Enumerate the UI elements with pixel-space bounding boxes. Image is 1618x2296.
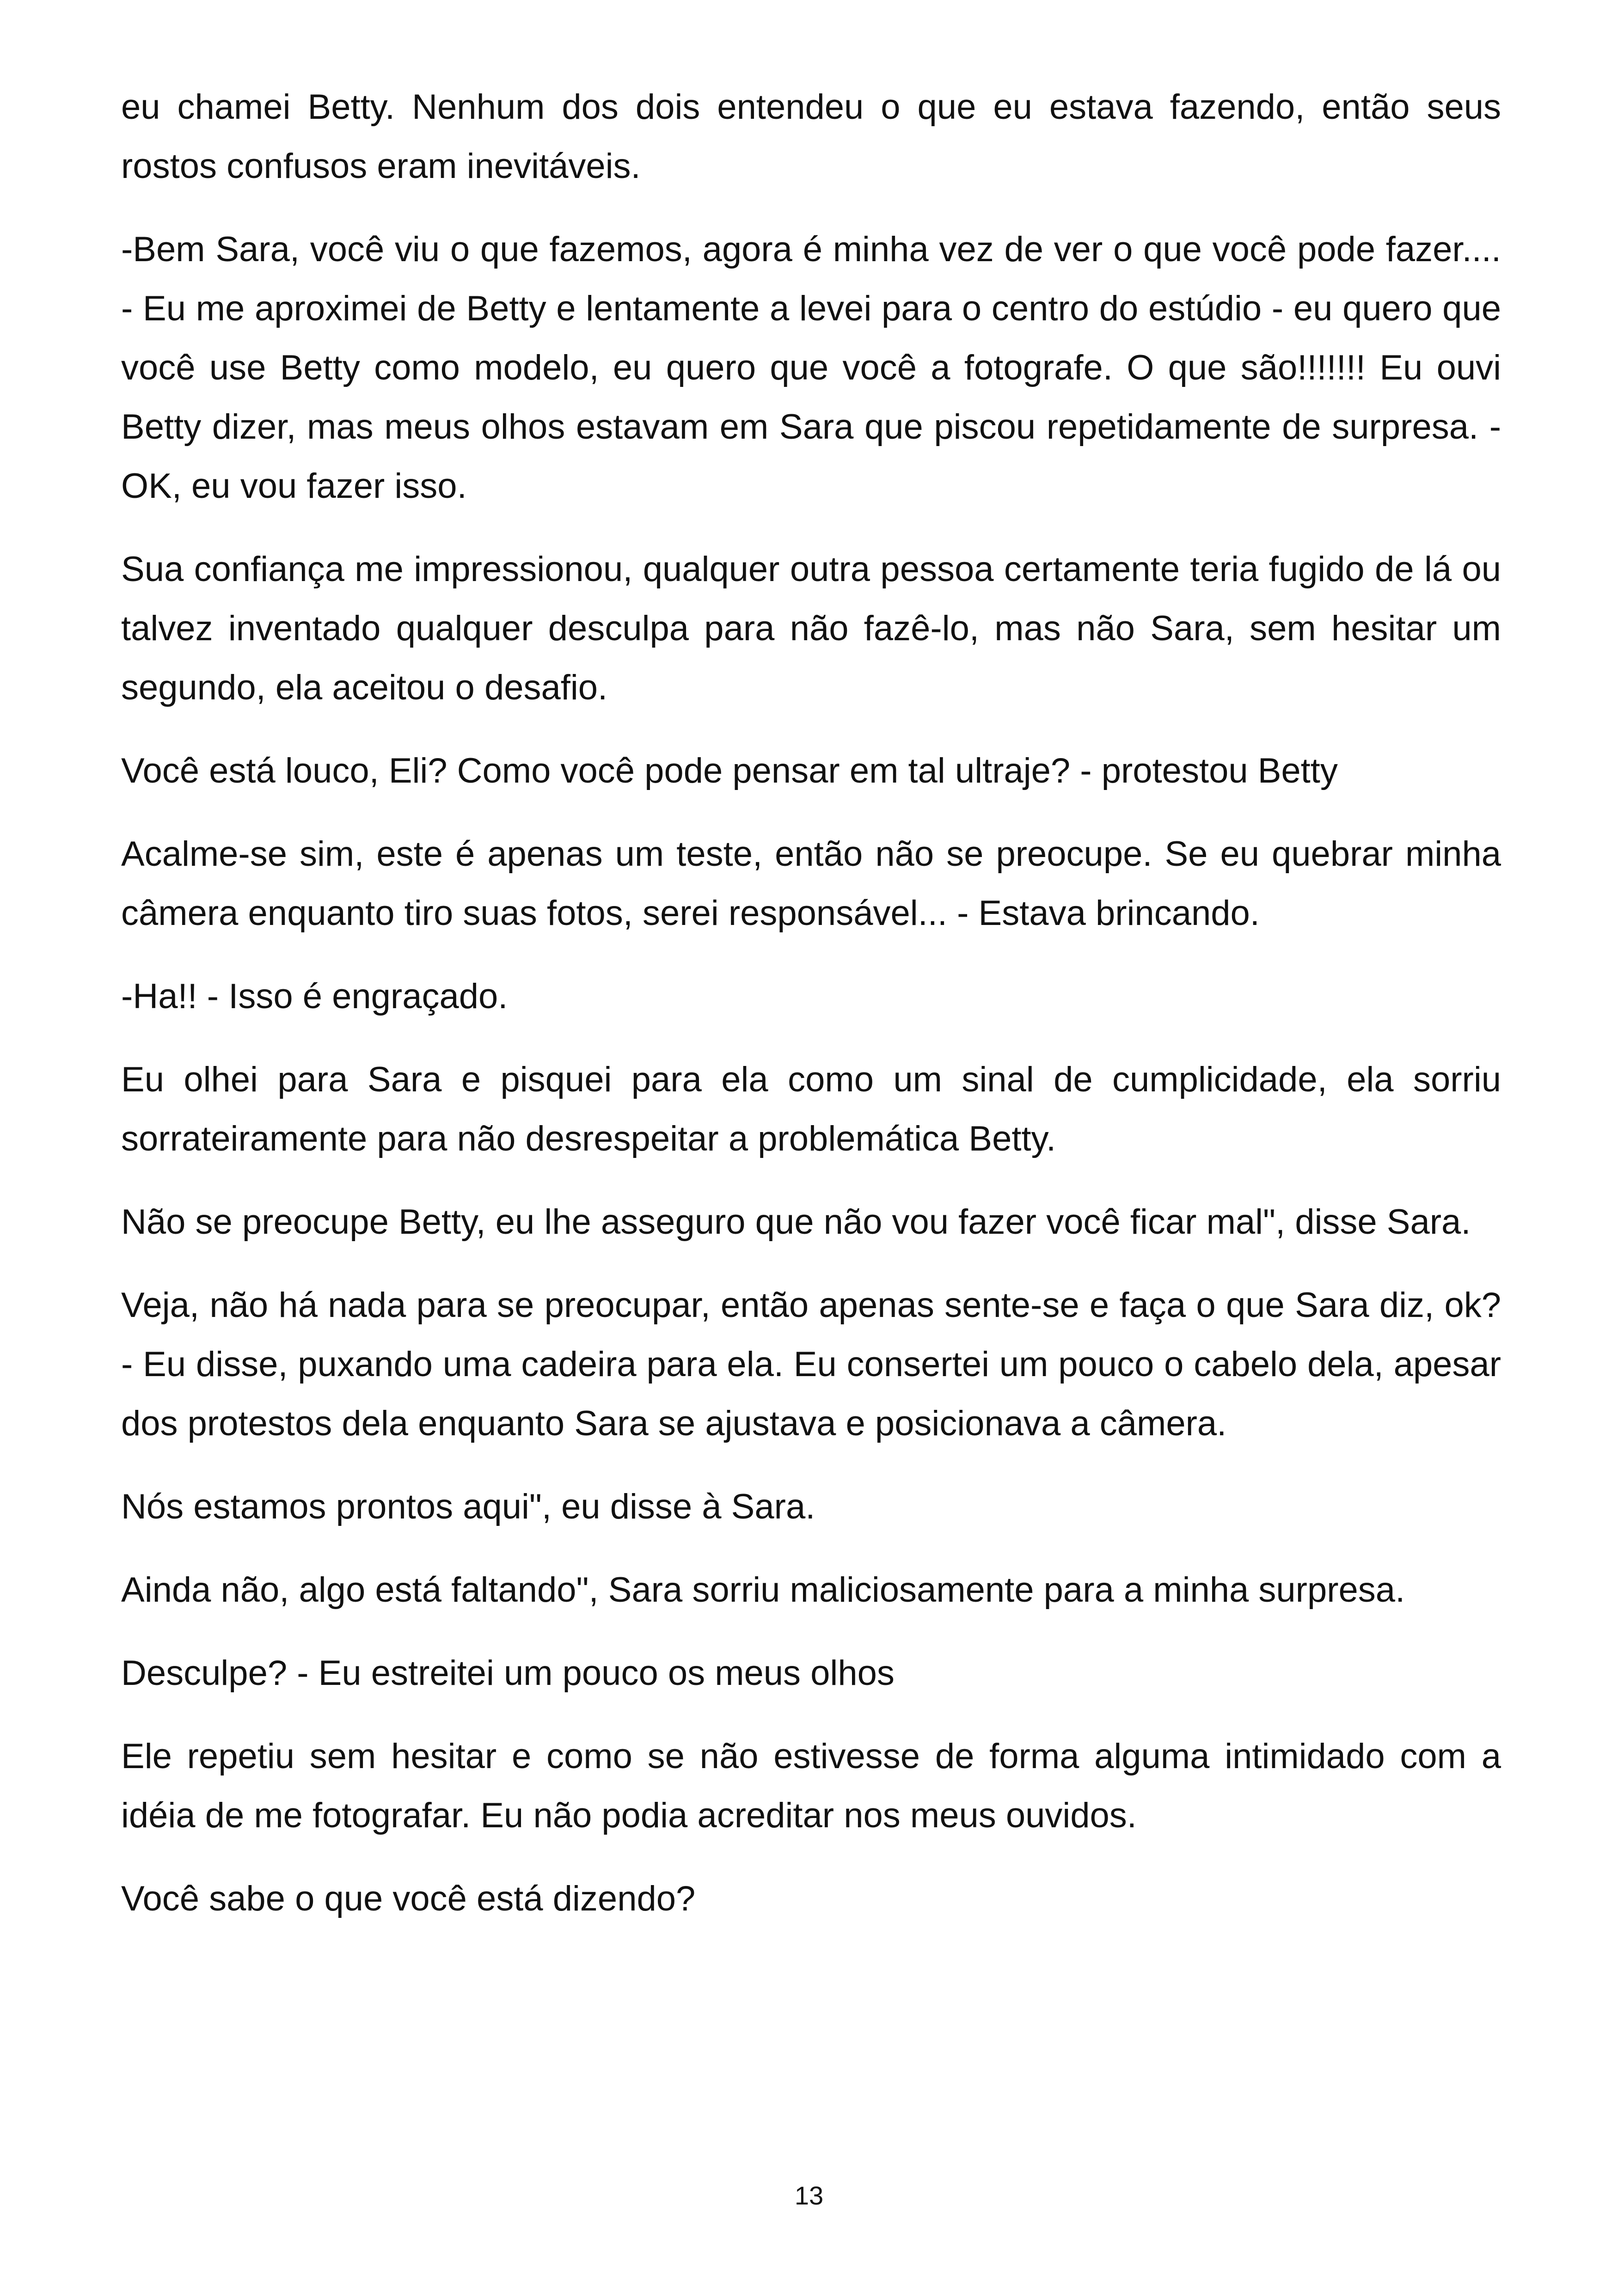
paragraph: Você está louco, Eli? Como você pode pensar em tal ultraje? - protestou Betty xyxy=(121,751,1338,790)
paragraph: -Ha!! - Isso é engraçado. xyxy=(121,977,508,1016)
paragraph: Ainda não, algo está faltando", Sara sorriu maliciosamente para a minha surpresa. xyxy=(121,1570,1405,1610)
paragraph: Veja, não há nada para se preocupar, então apenas sente-se e faça o que Sara diz, ok? - Eu disse, puxando uma cadeira para ela. Eu consertei um pouco o cabelo dela, apesar dos protestos dela enquanto Sara se ajustava e posicionava a câmera. xyxy=(121,1286,1501,1443)
paragraph: -Bem Sara, você viu o que fazemos, agora é minha vez de ver o que você pode fazer.... - Eu me aproximei de Betty e lentamente a levei para o centro do estúdio - eu quero que você use Betty como modelo, eu quero que você a fotografe. O que são!!!!!!! Eu ouvi Betty dizer, mas meus olhos estavam em Sara que piscou repetidamente de surpresa. - OK, eu vou fazer isso. xyxy=(121,230,1501,506)
paragraph: Ele repetiu sem hesitar e como se não estivesse de forma alguma intimidado com a idéia de me fotografar. Eu não podia acreditar nos meus ouvidos. xyxy=(121,1737,1501,1835)
paragraph: Acalme-se sim, este é apenas um teste, então não se preocupe. Se eu quebrar minha câmera enquanto tiro suas fotos, serei responsável... - Estava brincando. xyxy=(121,834,1501,933)
paragraph: Eu olhei para Sara e pisquei para ela como um sinal de cumplicidade, ela sorriu sorrateiramente para não desrespeitar a problemática Betty. xyxy=(121,1060,1501,1158)
paragraph: Sua confiança me impressionou, qualquer outra pessoa certamente teria fugido de lá ou talvez inventado qualquer desculpa para não fazê-lo, mas não Sara, sem hesitar um segundo, ela aceitou o desafio. xyxy=(121,550,1501,707)
body-text xyxy=(121,78,1501,1953)
paragraph: Nós estamos prontos aqui", eu disse à Sara. xyxy=(121,1487,815,1526)
paragraph: Não se preocupe Betty, eu lhe asseguro que não vou fazer você ficar mal", disse Sara. xyxy=(121,1202,1471,1242)
paragraph: Você sabe o que você está dizendo? xyxy=(121,1879,696,1918)
paragraph: Desculpe? - Eu estreitei um pouco os meus olhos xyxy=(121,1653,895,1693)
page-number: 13 xyxy=(794,2181,824,2210)
paragraph: eu chamei Betty. Nenhum dos dois entendeu o que eu estava fazendo, então seus rostos confusos eram inevitáveis. xyxy=(121,87,1501,186)
